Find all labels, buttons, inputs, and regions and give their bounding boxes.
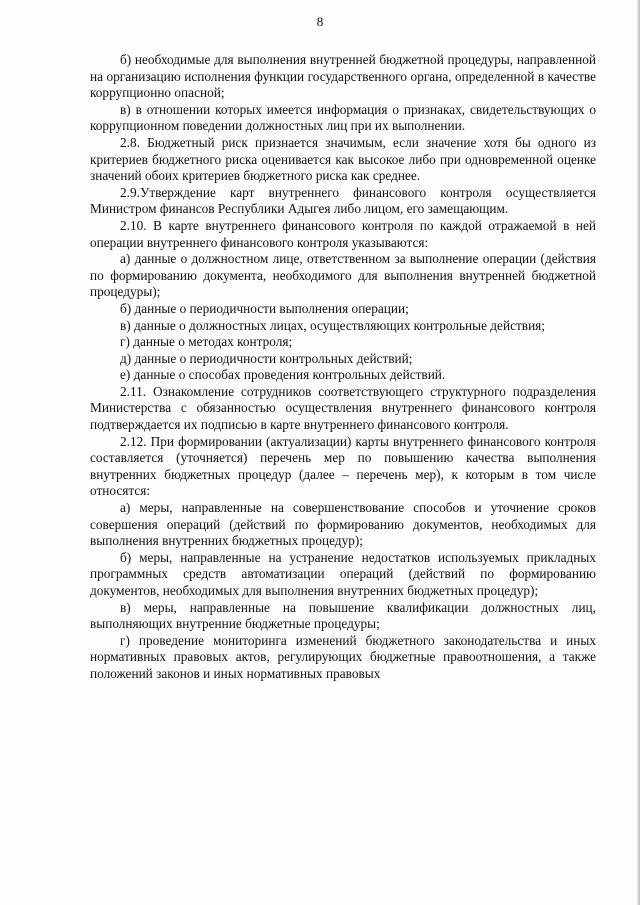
- paragraph: 2.12. При формировании (актуализации) карты внутреннего финансового контроля составляется (уточняется) перечень мер по повышению качества выполнения внутренних бюджетных процедур (далее – перечень мер), к которым в том числе относятся:: [90, 433, 596, 499]
- paragraph: в) данные о должностных лицах, осуществляющих контрольные действия;: [120, 317, 545, 333]
- paragraph: 2.8. Бюджетный риск признается значимым, если значение хотя бы одного из критериев бюджетного риска оценивается как высокое либо при одновременной оценке значений обоих критериев бюджетного риска как среднее.: [90, 134, 596, 184]
- paragraph: д) данные о периодичности контрольных действий;: [120, 350, 413, 366]
- page-number: 8: [316, 14, 324, 29]
- paragraph: а) меры, направленные на совершенствование способов и уточнение сроков совершения операций (действий по формированию документов, необходимых для выполнения внутренних бюджетных процедур);: [90, 500, 596, 549]
- paragraph: е) данные о способах проведения контрольных действий.: [120, 367, 446, 383]
- document-body: [90, 52, 596, 683]
- paragraph: 2.11. Ознакомление сотрудников соответствующего структурного подразделения Министерства с обязанностью осуществления внутреннего финансового контроля подтверждается их подписью в карте внутреннего финансового контроля.: [90, 383, 596, 433]
- paragraph: г) проведение мониторинга изменений бюджетного законодательства и иных нормативных правовых актов, регулирующих бюджетные правоотношения, а также положений законов и иных нормативных правовых: [90, 632, 596, 681]
- paragraph: б) данные о периодичности выполнения операции;: [120, 300, 409, 316]
- paragraph: б) необходимые для выполнения внутренней бюджетной процедуры, направленной на организацию исполнения функции государственного органа, определенной в качестве коррупционно опасной;: [90, 52, 596, 101]
- paragraph: 2.9.Утверждение карт внутреннего финансового контроля осуществляется Министром финансов Республики Адыгея либо лицом, его замещающим.: [90, 184, 596, 217]
- paragraph: 2.10. В карте внутреннего финансового контроля по каждой отражаемой в ней операции внутреннего финансового контроля указываются:: [90, 217, 596, 250]
- paragraph: в) в отношении которых имеется информация о признаках, свидетельствующих о коррупционном поведении должностных лиц при их выполнении.: [90, 101, 596, 134]
- paragraph: в) меры, направленные на повышение квалификации должностных лиц, выполняющих внутренние бюджетные процедуры;: [90, 599, 596, 632]
- paragraph: а) данные о должностном лице, ответственном за выполнение операции (действия по формированию документа, необходимого для выполнения внутренней бюджетной процедуры);: [90, 251, 596, 300]
- paragraph: б) меры, направленные на устранение недостатков используемых прикладных программных средств автоматизации операций (действий по формированию документов, необходимых для выполнения внутренних бюджетных процедур);: [90, 549, 596, 598]
- paragraph: г) данные о методах контроля;: [120, 334, 293, 350]
